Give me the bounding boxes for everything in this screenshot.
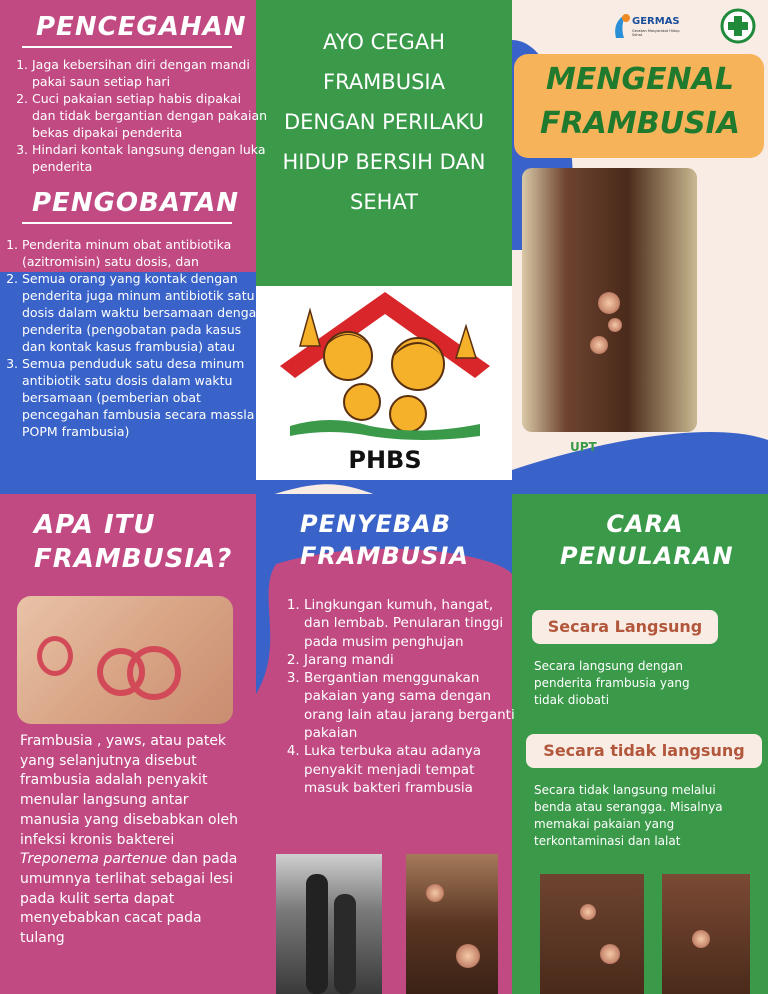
penyebab-item: 1. Lingkungan kumuh, hangat, dan lembab. Penularan tinggi pada musim penghujan (304, 596, 520, 651)
penyebab-item: 2. Jarang mandi (304, 651, 520, 669)
pencegahan-list (14, 56, 268, 175)
skin-rash-photo (17, 596, 233, 724)
pencegahan-item: 3. Hindari kontak langsung dengan luka penderita (32, 141, 268, 175)
apa-itu-text-italic: Treponema partenue (20, 851, 168, 868)
leg-photo-1 (276, 854, 382, 994)
germas-label: GERMAS (632, 16, 680, 27)
germas-sub: Gerakan Masyarakat Hidup Sehat (632, 29, 680, 37)
apa-itu-title: APA ITU FRAMBUSIA? (34, 510, 233, 574)
pengobatan-title: PENGOBATAN (32, 188, 240, 218)
pengobatan-list (4, 236, 268, 440)
pengobatan-item: 1. Penderita minum obat antibiotika (azitromisin) satu dosis, dan (22, 236, 268, 270)
pencegahan-item: 2. Cuci pakaian setiap habis dipakai dan tidak bergantian dengan pakaian bekas dipakai penderita (32, 90, 268, 141)
phbs-label: PHBS (348, 446, 422, 474)
pencegahan-title: PENCEGAHAN (36, 12, 247, 42)
arm-lesion-photo (522, 168, 697, 432)
langsung-text: Secara langsung dengan penderita frambusia yang tidak diobati (534, 659, 690, 707)
penyebab-list (286, 596, 520, 797)
phbs-logo (270, 286, 500, 478)
penularan-title: CARA PENULARAN (560, 510, 734, 570)
penyebab-item: 3. Bergantian menggunakan pakaian yang sama dengan orang lain atau jarang berganti pakaian (304, 669, 520, 742)
leg-photo-2 (406, 854, 498, 994)
pengobatan-underline (22, 222, 232, 224)
leg-lesion-photo-1 (540, 874, 644, 994)
germas-logo (610, 12, 680, 42)
pencegahan-item: 1. Jaga kebersihan diri dengan mandi pakai saun setiap hari (32, 56, 268, 90)
main-title: MENGENAL FRAMBUSIA (540, 62, 740, 141)
pengobatan-item: 3. Semua penduduk satu desa minum antibiotik satu dosis dalam waktu bersamaan (pemberian obat pencegahan fambusia secara massla / POPM frambusia) (22, 355, 268, 440)
penyebab-item: 4. Luka terbuka atau adanya penyakit menjadi tempat masuk bakteri frambusia (304, 742, 520, 797)
leg-lesion-photo-2 (662, 874, 750, 994)
apa-itu-text-after: dan pada umumnya terlihat sebagai lesi pada kulit serta dapat menyebabkan cacat pada tulang (20, 851, 238, 947)
penyebab-title: PENYEBAB FRAMBUSIA (300, 510, 469, 570)
tidak-langsung-label: Secara tidak langsung (543, 741, 745, 760)
photo-caption: UPT (570, 440, 597, 454)
pengobatan-item: 2. Semua orang yang kontak dengan penderita juga minum antibiotik satu dosis dalam waktu bersamaan dengan penderita (pengobatan pada kasus dan kontak kasus frambusia) atau (22, 270, 268, 355)
apa-itu-text (20, 732, 246, 949)
kemenkes-logo (720, 8, 756, 44)
pencegahan-underline (22, 46, 232, 48)
tidak-langsung-text: Secara tidak langsung melalui benda atau serangga. Misalnya memakai pakaian yang terkontaminasi dan lalat (534, 783, 723, 848)
apa-itu-text-before: Frambusia , yaws, atau patek yang selanjutnya disebut frambusia adalah penyakit menular langsung antar manusia yang disebabkan oleh infeksi kronis bakterei (20, 733, 238, 848)
langsung-label: Secara Langsung (547, 617, 703, 636)
slogan-text: AYO CEGAH FRAMBUSIA DENGAN PERILAKU HIDUP BERSIH DAN SEHAT (282, 30, 486, 214)
